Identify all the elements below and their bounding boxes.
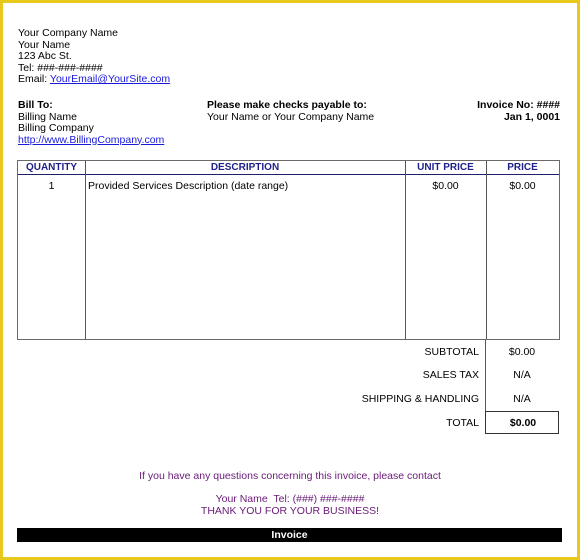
email-link[interactable]: YourEmail@YourSite.com — [49, 73, 171, 85]
questions-note: If you have any questions concerning this invoice, please contact — [139, 470, 441, 482]
invoice-number: Invoice No: #### — [477, 99, 560, 111]
company-tel: Tel: ###-###-#### — [18, 61, 103, 74]
company-address: 123 Abc St. — [18, 50, 72, 62]
company-contact-name: Your Name — [18, 38, 71, 51]
bill-to-block — [18, 100, 164, 146]
row-description: Provided Services Description (date range) — [88, 180, 289, 192]
row-price: $0.00 — [509, 180, 536, 192]
row-unit-price: $0.00 — [432, 180, 459, 192]
sales-tax-value: N/A — [513, 369, 531, 381]
column-divider — [85, 161, 86, 339]
subtotal-label: SUBTOTAL — [424, 346, 479, 358]
billing-company: Billing Company — [18, 122, 94, 134]
invoice-footer-bar: Invoice — [17, 528, 562, 542]
line-items-table — [17, 160, 560, 340]
total-label: TOTAL — [446, 417, 479, 429]
company-info — [18, 28, 170, 86]
shipping-label: SHIPPING & HANDLING — [361, 393, 479, 405]
footer-thanks: THANK YOU FOR YOUR BUSINESS! — [200, 505, 380, 517]
invoice-number-block — [477, 100, 560, 123]
payable-block — [207, 100, 374, 123]
subtotal-value: $0.00 — [508, 346, 536, 358]
header-description: DESCRIPTION — [210, 162, 280, 173]
header-quantity: QUANTITY — [25, 162, 78, 173]
footer-contact: Your Name Tel: (###) ###-#### — [215, 493, 365, 505]
footer-contact-block — [3, 493, 577, 517]
sales-tax-label: SALES TAX — [422, 369, 479, 381]
company-email-line — [18, 74, 170, 86]
email-label: Email: — [18, 73, 50, 85]
shipping-value: N/A — [513, 393, 531, 405]
company-name: Your Company Name — [18, 27, 118, 39]
bill-to-heading: Bill To: — [18, 99, 53, 111]
billing-url-link[interactable]: http://www.BillingCompany.com — [18, 133, 165, 146]
payable-value: Your Name or Your Company Name — [207, 110, 375, 123]
invoice-date: Jan 1, 0001 — [503, 110, 560, 123]
table-header — [18, 161, 559, 175]
billing-name: Billing Name — [18, 110, 77, 123]
row-quantity: 1 — [48, 180, 55, 192]
total-value: $0.00 — [509, 417, 537, 429]
header-price: PRICE — [507, 162, 538, 173]
header-unit-price: UNIT PRICE — [417, 162, 474, 173]
payable-heading: Please make checks payable to: — [207, 99, 367, 111]
